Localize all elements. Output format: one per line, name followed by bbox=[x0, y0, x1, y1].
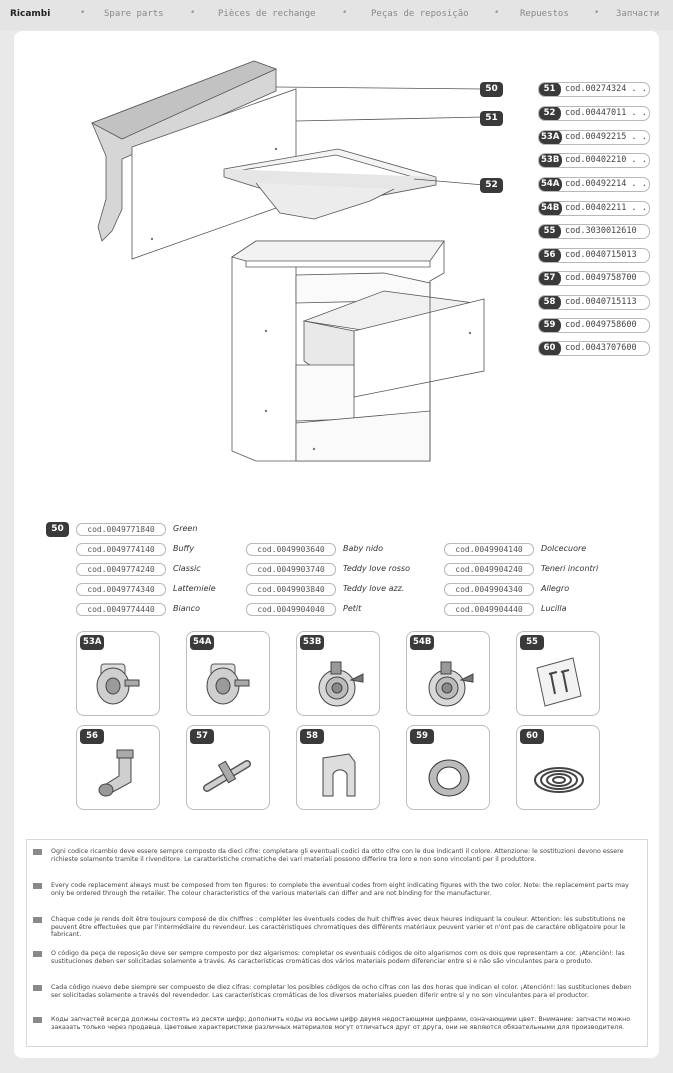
color-row bbox=[246, 543, 384, 556]
coiled-hose-icon bbox=[529, 744, 589, 804]
code-value: cod.00402211 . . bbox=[565, 203, 647, 213]
code-pill-54a bbox=[538, 177, 650, 192]
color-name: Dolcecuore bbox=[541, 544, 587, 553]
flag-icon bbox=[33, 849, 42, 855]
note-text: Every code replacement always must be composed from ten figures: to complete the eventual codes from eight indicating figures with the two color. Note: the replacement parts may only be ordered through the retailer. The colour characteristics of the various materials can differ and are not binding for the manufacturer. bbox=[51, 882, 629, 897]
color-name: Baby nido bbox=[343, 544, 384, 553]
color-row bbox=[444, 543, 587, 556]
caster-wheel-brake-icon bbox=[419, 650, 479, 710]
language-header bbox=[0, 0, 673, 30]
code-value: cod.0040715013 bbox=[565, 250, 637, 260]
code-tag: 60 bbox=[538, 341, 561, 356]
color-code: cod.0049904340 bbox=[444, 583, 534, 596]
header-separator: • bbox=[594, 8, 600, 18]
ring-gasket-icon bbox=[419, 744, 479, 804]
color-code: cod.0049903840 bbox=[246, 583, 336, 596]
code-tag: 56 bbox=[538, 248, 561, 263]
note-text: Коды запчастей всегда должны состоять из десяти цифр; дополнить коды из восьми цифр двумя недостающими цифрами, означающими цвет. Внимание: запчасти можно заказать только через продавца. Цветовые характеристики различных материалов могут отличаться друг от друга, они не являются обязательными для производителя. bbox=[51, 1016, 631, 1031]
code-tag: 54A bbox=[538, 177, 562, 192]
code-value: cod.00492215 . . bbox=[565, 132, 647, 142]
diagram-callout-52: 52 bbox=[480, 178, 503, 193]
part-tile-54a bbox=[186, 631, 270, 716]
part-tile-60 bbox=[516, 725, 600, 810]
code-pill-53a bbox=[538, 130, 650, 145]
color-code: cod.0049903640 bbox=[246, 543, 336, 556]
color-row bbox=[76, 603, 200, 616]
header-item-pieces: Pièces de rechange bbox=[218, 9, 316, 19]
color-code: cod.0049904040 bbox=[246, 603, 336, 616]
part-tile-54b bbox=[406, 631, 490, 716]
note-text: Chaque code je rends doit être toujours composé de dix chiffres : compléter les éventuels codes de huit chiffres avec deux heures indiquant la couleur. Attention: les substitutions ne peuvent être effectuées que par l'intermédiaire du revendeur. Les caractéristiques chromatiques des différents matériaux peuvent varier et n'ont pas de caractère obligatoire pour le fabricant. bbox=[51, 916, 626, 939]
color-row bbox=[444, 583, 570, 596]
part-tile-53b bbox=[296, 631, 380, 716]
note-italian bbox=[33, 848, 643, 863]
code-value: cod.0049758600 bbox=[565, 320, 637, 330]
part-tile-59 bbox=[406, 725, 490, 810]
color-code: cod.0049774440 bbox=[76, 603, 166, 616]
code-value: cod.0040715113 bbox=[565, 297, 637, 307]
code-tag: 54B bbox=[538, 201, 562, 216]
part-tag: 57 bbox=[190, 729, 214, 744]
code-tag: 57 bbox=[538, 271, 561, 286]
code-value: cod.00492214 . . bbox=[565, 179, 647, 189]
code-value: cod.00274324 . . bbox=[565, 84, 647, 94]
color-name: Teddy love azz. bbox=[343, 584, 405, 593]
color-name: Green bbox=[173, 524, 198, 533]
flag-icon bbox=[33, 883, 42, 889]
code-tag: 52 bbox=[538, 106, 561, 121]
code-tag: 59 bbox=[538, 318, 561, 333]
flag-icon bbox=[33, 917, 42, 923]
color-name: Teneri incontri bbox=[541, 564, 599, 573]
header-item-zapchasti: Запчасти bbox=[616, 9, 660, 19]
color-name: Classic bbox=[173, 564, 201, 573]
part-tag: 60 bbox=[520, 729, 544, 744]
flag-icon bbox=[33, 951, 42, 957]
color-name: Lattemiele bbox=[173, 584, 216, 593]
code-pill-51 bbox=[538, 82, 650, 97]
note-portuguese bbox=[33, 950, 643, 965]
part-tag: 54B bbox=[410, 635, 434, 650]
color-code: cod.0049774140 bbox=[76, 543, 166, 556]
header-separator: • bbox=[494, 8, 500, 18]
code-tag: 51 bbox=[538, 82, 561, 97]
part-tag: 56 bbox=[80, 729, 104, 744]
color-name: Buffy bbox=[173, 544, 195, 553]
part-tag: 58 bbox=[300, 729, 324, 744]
caster-wheel-brake-icon bbox=[309, 650, 369, 710]
part-tag: 53B bbox=[300, 635, 324, 650]
code-pill-57 bbox=[538, 271, 650, 286]
color-code: cod.0049771840 bbox=[76, 523, 166, 536]
code-value: cod.00402210 . . bbox=[565, 155, 647, 165]
color-name: Teddy love rosso bbox=[343, 564, 410, 573]
code-pill-53b bbox=[538, 153, 650, 168]
code-pill-52 bbox=[538, 106, 650, 121]
color-name: Bianco bbox=[173, 604, 200, 613]
color-name: Lucilla bbox=[541, 604, 567, 613]
elbow-fitting-icon bbox=[89, 744, 149, 804]
note-text: Ogni codice ricambio deve essere sempre composto da dieci cifre: completare gli eventuali codici da otto cifre con le due indicanti il colore. Attenzione: le sostituzioni devono essere richieste solamente tramite il rivenditore. Le caratteristiche cromatiche dei vari materiali possono differire tra loro e non sono vincolanti per il produttore. bbox=[51, 848, 624, 863]
code-value: cod.0049758700 bbox=[565, 273, 637, 283]
part-tile-56 bbox=[76, 725, 160, 810]
code-value: cod.3030012610 bbox=[565, 226, 637, 236]
part-tag: 53A bbox=[80, 635, 104, 650]
flag-icon bbox=[33, 1017, 42, 1023]
header-separator: • bbox=[80, 8, 86, 18]
color-code: cod.0049904440 bbox=[444, 603, 534, 616]
part-tag: 55 bbox=[520, 635, 544, 650]
color-row bbox=[76, 543, 195, 556]
code-value: cod.00447011 . . bbox=[565, 108, 647, 118]
code-tag: 55 bbox=[538, 224, 561, 239]
diagram-callout-50: 50 bbox=[480, 82, 503, 97]
colors-tag-50: 50 bbox=[46, 522, 69, 537]
color-row bbox=[76, 523, 198, 536]
code-tag: 53B bbox=[538, 153, 562, 168]
parts-sheet bbox=[14, 31, 659, 1058]
screw-bag-icon bbox=[529, 650, 589, 710]
code-pill-58 bbox=[538, 295, 650, 310]
note-english bbox=[33, 882, 643, 897]
code-pill-54b bbox=[538, 201, 650, 216]
part-tile-57 bbox=[186, 725, 270, 810]
color-name: Allegro bbox=[541, 584, 570, 593]
header-item-spare-parts: Spare parts bbox=[104, 9, 164, 19]
part-tile-58 bbox=[296, 725, 380, 810]
header-separator: • bbox=[190, 8, 196, 18]
part-tile-55 bbox=[516, 631, 600, 716]
code-tag: 53A bbox=[538, 130, 562, 145]
color-row bbox=[246, 583, 405, 596]
code-tag: 58 bbox=[538, 295, 561, 310]
color-row bbox=[444, 563, 599, 576]
note-french bbox=[33, 916, 643, 939]
part-tag: 59 bbox=[410, 729, 434, 744]
note-text: Cada código nuevo debe siempre ser compuesto de diez cifras: completar los posibles códigos de ocho cifras con las dos horas que indican el color. ¡Atención!: las sustituciones deben ser solicitadas solamente a través del revendedor. Las características cromáticas de los diversos materiales pueden diferir entre sí y no son vinculantes para el productor. bbox=[51, 984, 632, 999]
part-tag: 54A bbox=[190, 635, 214, 650]
color-code: cod.0049774240 bbox=[76, 563, 166, 576]
code-pill-55 bbox=[538, 224, 650, 239]
color-row bbox=[76, 563, 201, 576]
color-row bbox=[444, 603, 567, 616]
color-code: cod.0049903740 bbox=[246, 563, 336, 576]
clip-icon bbox=[309, 744, 369, 804]
header-item-ricambi: Ricambi bbox=[10, 9, 51, 19]
color-row bbox=[246, 563, 410, 576]
note-spanish bbox=[33, 984, 643, 999]
color-row bbox=[246, 603, 362, 616]
code-pill-56 bbox=[538, 248, 650, 263]
caster-wheel-icon bbox=[199, 650, 259, 710]
header-item-repuestos: Repuestos bbox=[520, 9, 569, 19]
notes-box bbox=[26, 839, 648, 1047]
header-item-pecas: Peças de reposição bbox=[371, 9, 469, 19]
header-separator: • bbox=[342, 8, 348, 18]
caster-wheel-icon bbox=[89, 650, 149, 710]
tube-connector-icon bbox=[199, 744, 259, 804]
color-code: cod.0049774340 bbox=[76, 583, 166, 596]
code-pill-60 bbox=[538, 341, 650, 356]
color-code: cod.0049904240 bbox=[444, 563, 534, 576]
exploded-diagram bbox=[14, 31, 534, 471]
code-pill-59 bbox=[538, 318, 650, 333]
note-text: O código da peça de reposição deve ser sempre composto por dez algarismos: completar os eventuais códigos de oito algarismos com os dois que representam a cor. ¡Atención!: las sustituciones deben ser solicitadas solamente a través. As características cromáticas dos vários materiais podem diferenciar entre si e não são vinculantes para o produto. bbox=[51, 950, 625, 965]
diagram-callout-51: 51 bbox=[480, 111, 503, 126]
color-row bbox=[76, 583, 216, 596]
color-name: Petit bbox=[343, 604, 362, 613]
code-value: cod.0043707600 bbox=[565, 343, 637, 353]
flag-icon bbox=[33, 985, 42, 991]
note-russian bbox=[33, 1016, 643, 1031]
part-tile-53a bbox=[76, 631, 160, 716]
color-code: cod.0049904140 bbox=[444, 543, 534, 556]
